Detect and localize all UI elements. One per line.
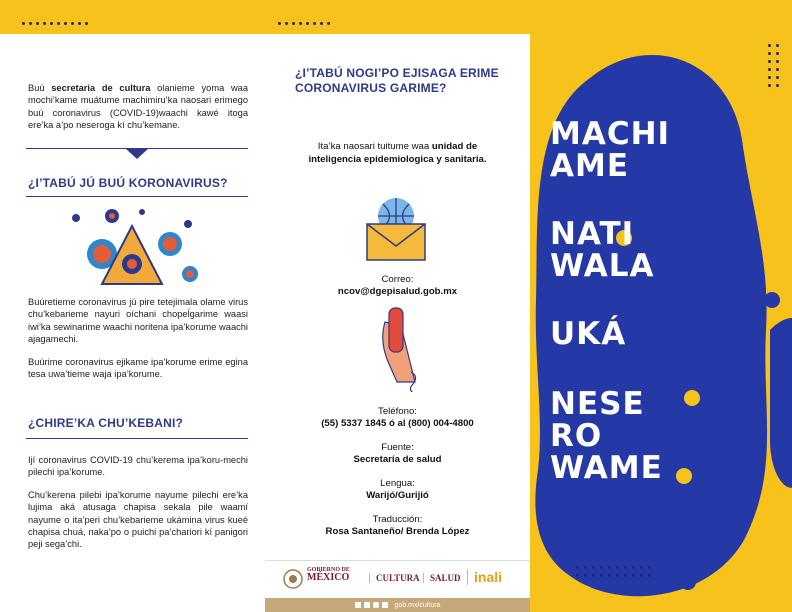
middle-panel <box>265 34 530 612</box>
left-panel <box>0 34 265 612</box>
cover-title-line-3: NATI <box>550 216 635 252</box>
phone-hand-icon <box>375 302 425 392</box>
cover-title-line-7: RO <box>550 418 603 454</box>
heading-underline-2 <box>26 438 248 439</box>
intro-line: Ita’ka naosari tuitume waa unidad de inteligencia epidemiologica y sanitaria. <box>308 141 487 166</box>
seal-logo-icon <box>283 569 303 589</box>
cover-title-line-1: MACHI <box>550 116 671 152</box>
heading-underline <box>26 196 248 197</box>
cover-title-line-4: WALA <box>550 248 655 284</box>
heading-what-is-coronavirus: ¿I’TABÚ JÚ BUÚ KORONAVIRUS? <box>28 176 228 190</box>
email-globe-icon <box>361 194 431 264</box>
decorative-dots-middle <box>278 22 330 25</box>
cover-dots-top <box>768 44 779 87</box>
cover-title-line-6: NESE <box>550 386 645 422</box>
traduccion-value: Rosa Santaneño/ Brenda López <box>325 526 470 537</box>
lengua-value: Warijó/Gurijió <box>366 490 429 501</box>
correo-label: Correo: <box>381 274 414 285</box>
intro-paragraph: Buú secretaria de cultura olanieme yoma waa mochi’kame muátume machimiru’ka naosari erimego buú coronavirus (COVID-19)waachi kawé itoga ere’ka a’po neseroga kí chu’kemane. <box>28 83 248 131</box>
footer-url[interactable]: gob.mx/cultura <box>394 601 441 609</box>
cover-panel <box>530 0 792 612</box>
fuente-value: Secretaría de salud <box>353 454 442 465</box>
correo-value: ncov@dgepisalud.gob.mx <box>337 286 458 297</box>
heading-where-to-ask: ¿I’TABÚ NOGI’PO EJISAGA ERIME CORONAVIRUS GARIME? <box>295 66 499 95</box>
header-strip <box>0 0 530 34</box>
instagram-icon[interactable] <box>373 602 379 608</box>
paragraph-2: Buúrime coronavirus ejikame ipa’korume erime egina tesa uwa’tieme waja ipa’korume. <box>28 357 248 380</box>
cover-title-line-5: UKÁ <box>550 316 627 352</box>
fuente-label: Fuente: <box>381 442 414 453</box>
virus-warning-illustration <box>62 202 208 290</box>
cover-dots-bottom <box>576 566 651 577</box>
gobierno-logo: GOBIERNO DE MÉXICO <box>307 567 350 583</box>
traduccion-label: Traducción: <box>372 514 423 525</box>
logo-footer <box>265 560 530 599</box>
telefono-label: Teléfono: <box>378 406 417 417</box>
chevron-down-icon <box>125 148 149 160</box>
twitter-icon[interactable] <box>364 602 370 608</box>
lengua-label: Lengua: <box>380 478 415 489</box>
paragraph-3: Ijí coronavirus COVID-19 chu’kerema ipa’koru-mechi pilechi ipa’korume. <box>28 455 248 478</box>
youtube-icon[interactable] <box>382 602 388 608</box>
facebook-icon[interactable] <box>355 602 361 608</box>
paragraph-4: Chu’kerena pilebi ipa’korume nayume pilechi ere’ka lujima aká atusaga chapisa sekala pile waamí nayume o ita’peri chu’kebarieme ukámina virus kueé chapisa chuá, naka’po o puichi pa’chariori kí panigori peji sega’chi. <box>28 490 248 550</box>
inali-logo: inali <box>467 569 502 585</box>
telefono-value: (55) 5337 1845 ó al (800) 004-4800 <box>321 418 474 429</box>
cover-title-line-2: AME <box>550 148 630 184</box>
salud-logo: SALUD <box>423 573 461 583</box>
cultura-logo: CULTURA <box>369 573 420 583</box>
paragraph-1: Buúretieme coronavirus jú pire tetejimala olame virus chu’kebarieme nayuri oíchani chopeĺgarime waasi iwi’ka sewinarime waachi noritena ipa’korume waachi ajagamechi. <box>28 297 248 345</box>
cover-title-line-8: WAME <box>550 450 663 486</box>
social-footer <box>265 598 530 612</box>
heading-transmission: ¿CHIRE’KA CHU’KEBANI? <box>28 416 184 430</box>
decorative-dots-left <box>22 22 88 25</box>
blue-blob-shape <box>530 0 792 612</box>
